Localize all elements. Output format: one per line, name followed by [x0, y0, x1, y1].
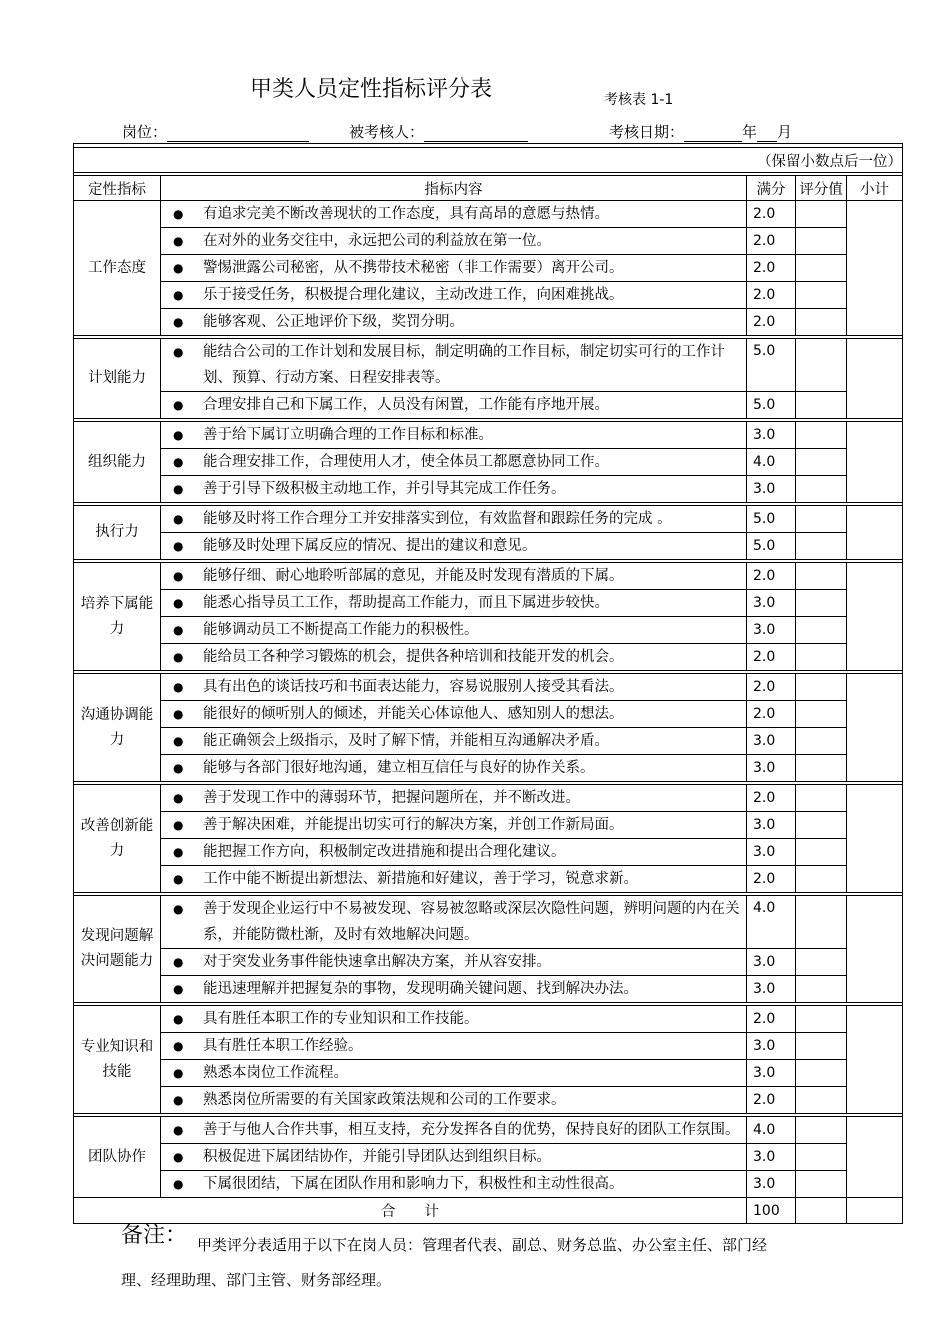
item-text: 熟悉本岗位工作流程。 [203, 1065, 348, 1081]
score-value-cell[interactable] [796, 563, 847, 590]
bullet-icon: ● [173, 902, 184, 916]
full-score-cell: 2.0 [747, 309, 796, 336]
table-row [74, 533, 903, 560]
table-row [74, 674, 903, 701]
full-score-cell: 2.0 [747, 563, 796, 590]
score-value-cell[interactable] [796, 255, 847, 282]
full-score-cell: 2.0 [747, 785, 796, 812]
bullet-icon: ● [173, 791, 184, 805]
item-text: 下属很团结，下属在团队作用和影响力下，积极性和主动性很高。 [203, 1176, 624, 1192]
full-score-cell: 3.0 [747, 812, 796, 839]
item-text: 能悉心指导员工工作，帮助提高工作能力，而且下属进步较快。 [203, 595, 609, 611]
table-row [74, 476, 903, 503]
bullet-icon: ● [173, 345, 184, 359]
item-cell [161, 949, 747, 976]
bullet-icon: ● [173, 315, 184, 329]
item-cell [161, 422, 747, 449]
bullet-icon: ● [173, 872, 184, 886]
category-cell: 计划能力 [74, 339, 161, 419]
item-cell [161, 563, 747, 590]
item-text: 善于引导下级积极主动地工作，并引导其完成工作任务。 [203, 481, 566, 497]
total-row [74, 1198, 903, 1224]
score-value-cell[interactable] [796, 1033, 847, 1060]
item-cell [161, 1006, 747, 1033]
item-text: 善于给下属订立明确合理的工作目标和标准。 [203, 427, 493, 443]
bullet-icon: ● [173, 1012, 184, 1026]
item-text: 能够及时处理下属反应的情况、提出的建议和意见。 [203, 538, 537, 554]
score-value-cell[interactable] [796, 506, 847, 533]
item-cell [161, 228, 747, 255]
score-value-cell[interactable] [796, 812, 847, 839]
full-score-cell: 5.0 [747, 339, 796, 392]
score-value-cell[interactable] [796, 839, 847, 866]
table-row [74, 506, 903, 533]
table-row [74, 617, 903, 644]
month-input-line[interactable] [757, 125, 777, 142]
full-score-cell: 3.0 [747, 590, 796, 617]
score-value-cell[interactable] [796, 1060, 847, 1087]
month-label: 月 [777, 123, 793, 141]
item-cell [161, 1117, 747, 1144]
bullet-icon: ● [173, 569, 184, 583]
table-row [74, 755, 903, 782]
table-row [74, 1144, 903, 1171]
bullet-icon: ● [173, 761, 184, 775]
table-row [74, 1006, 903, 1033]
subtotal-cell[interactable] [847, 674, 903, 782]
table-row [74, 644, 903, 671]
position-label: 岗位： [122, 123, 168, 141]
full-score-cell: 2.0 [747, 1006, 796, 1033]
item-text: 善于发现工作中的薄弱环节，把握问题所在，并不断改进。 [203, 790, 580, 806]
item-cell [161, 839, 747, 866]
table-row [74, 812, 903, 839]
item-cell [161, 1171, 747, 1198]
bullet-icon: ● [173, 1039, 184, 1053]
full-score-cell: 3.0 [747, 422, 796, 449]
table-row [74, 449, 903, 476]
item-text: 能够及时将工作合理分工并安排落实到位，有效监督和跟踪任务的完成 。 [203, 511, 672, 527]
assessee-label: 被考核人： [349, 123, 425, 141]
subtotal-cell[interactable] [847, 339, 903, 419]
score-value-cell[interactable] [796, 701, 847, 728]
item-cell [161, 282, 747, 309]
bullet-icon: ● [173, 845, 184, 859]
score-value-cell[interactable] [796, 644, 847, 671]
remark-text-line2: 理、经理助理、部门主管、财务部经理。 [121, 1271, 392, 1289]
item-text: 具有出色的谈话技巧和书面表达能力，容易说服别人接受其看法。 [203, 679, 624, 695]
table-row [74, 701, 903, 728]
item-cell [161, 255, 747, 282]
item-text: 具有胜任本职工作的专业知识和工作技能。 [203, 1011, 479, 1027]
item-text: 能够调动员工不断提高工作能力的积极性。 [203, 622, 479, 638]
score-value-cell[interactable] [796, 617, 847, 644]
bullet-icon: ● [173, 734, 184, 748]
subtotal-cell[interactable] [847, 1117, 903, 1198]
full-score-cell: 3.0 [747, 755, 796, 782]
score-value-cell[interactable] [796, 533, 847, 560]
item-cell [161, 533, 747, 560]
header-row [74, 176, 903, 201]
bullet-icon: ● [173, 1177, 184, 1191]
score-value-cell[interactable] [796, 755, 847, 782]
item-text: 能结合公司的工作计划和发展目标，制定明确的工作目标，制定切实可行的工作计划、预算、行动方案、日程安排表等。 [203, 344, 725, 386]
score-value-cell[interactable] [796, 228, 847, 255]
table-row [74, 1087, 903, 1114]
item-text: 能给员工各种学习锻炼的机会，提供各种培训和技能开发的机会。 [203, 649, 624, 665]
score-value-cell[interactable] [796, 785, 847, 812]
item-text: 能够与各部门很好地沟通，建立相互信任与良好的协作关系。 [203, 760, 595, 776]
subtotal-cell[interactable] [847, 506, 903, 560]
full-score-cell: 4.0 [747, 1117, 796, 1144]
item-cell [161, 506, 747, 533]
bullet-icon: ● [173, 818, 184, 832]
item-text: 善于与他人合作共事，相互支持，充分发挥各自的优势，保持良好的团队工作氛围。 [203, 1122, 740, 1138]
score-value-cell[interactable] [796, 449, 847, 476]
score-value-cell[interactable] [796, 1006, 847, 1033]
table-row [74, 201, 903, 228]
full-score-cell: 3.0 [747, 949, 796, 976]
bullet-icon: ● [173, 1093, 184, 1107]
full-score-cell: 2.0 [747, 674, 796, 701]
page-title: 甲类人员定性指标评分表 [250, 77, 493, 102]
bullet-icon: ● [173, 234, 184, 248]
precision-note: （保留小数点后一位） [74, 148, 903, 173]
bullet-icon: ● [173, 539, 184, 553]
item-text: 能够客观、公正地评价下级，奖罚分明。 [203, 314, 464, 330]
header-category: 定性指标 [74, 176, 161, 201]
item-cell [161, 590, 747, 617]
category-cell: 沟通协调能力 [74, 674, 161, 782]
bullet-icon: ● [173, 1066, 184, 1080]
item-cell [161, 644, 747, 671]
year-input-line[interactable] [684, 125, 742, 142]
table-row [74, 976, 903, 1003]
item-cell [161, 476, 747, 503]
score-value-cell[interactable] [796, 866, 847, 893]
total-score-value[interactable] [796, 1198, 847, 1224]
total-subtotal[interactable] [847, 1198, 903, 1224]
item-text: 警惕泄露公司秘密，从不携带技术秘密（非工作需要）离开公司。 [203, 260, 624, 276]
item-cell [161, 1060, 747, 1087]
bullet-icon: ● [173, 1150, 184, 1164]
position-input-line[interactable] [167, 125, 309, 142]
bullet-icon: ● [173, 512, 184, 526]
bullet-icon: ● [173, 482, 184, 496]
item-text: 能够仔细、耐心地聆听部属的意见，并能及时发现有潜质的下属。 [203, 568, 624, 584]
bullet-icon: ● [173, 428, 184, 442]
full-score-cell: 3.0 [747, 476, 796, 503]
item-cell [161, 755, 747, 782]
score-value-cell[interactable] [796, 1087, 847, 1114]
bullet-icon: ● [173, 1123, 184, 1137]
category-cell: 培养下属能力 [74, 563, 161, 671]
item-cell [161, 392, 747, 419]
date-label: 考核日期： [609, 123, 685, 141]
full-score-cell: 3.0 [747, 1171, 796, 1198]
bullet-icon: ● [173, 288, 184, 302]
item-text: 能迅速理解并把握复杂的事物，发现明确关键问题、找到解决办法。 [203, 981, 638, 997]
score-value-cell[interactable] [796, 590, 847, 617]
item-cell [161, 201, 747, 228]
table-row [74, 228, 903, 255]
header-score-value: 评分值 [796, 176, 847, 201]
item-text: 能很好的倾听别人的倾述，并能关心体谅他人、感知别人的想法。 [203, 706, 624, 722]
bullet-icon: ● [173, 982, 184, 996]
full-score-cell: 3.0 [747, 1060, 796, 1087]
remark-text-line1: 甲类评分表适用于以下在岗人员：管理者代表、副总、财务总监、办公室主任、部门经 [197, 1236, 768, 1254]
date-field [609, 121, 792, 142]
score-value-cell[interactable] [796, 674, 847, 701]
subtotal-cell[interactable] [847, 785, 903, 893]
item-cell [161, 812, 747, 839]
full-score-cell: 3.0 [747, 1144, 796, 1171]
table-row [74, 392, 903, 419]
bullet-icon: ● [173, 707, 184, 721]
item-text: 善于发现企业运行中不易被发现、容易被忽略或深层次隐性问题，辨明问题的内在关系，并能防微杜渐，及时有效地解决问题。 [203, 901, 740, 943]
bullet-icon: ● [173, 207, 184, 221]
form-number: 考核表 1-1 [604, 92, 674, 108]
full-score-cell: 2.0 [747, 282, 796, 309]
score-value-cell[interactable] [796, 476, 847, 503]
table-row [74, 949, 903, 976]
full-score-cell: 2.0 [747, 701, 796, 728]
bullet-icon: ● [173, 623, 184, 637]
score-value-cell[interactable] [796, 282, 847, 309]
header-subtotal: 小计 [847, 176, 903, 201]
table-row [74, 1060, 903, 1087]
item-text: 积极促进下属团结协作，并能引导团队达到组织目标。 [203, 1149, 551, 1165]
table-row [74, 422, 903, 449]
header-full-score: 满分 [747, 176, 796, 201]
full-score-cell: 5.0 [747, 392, 796, 419]
item-cell [161, 1033, 747, 1060]
score-value-cell[interactable] [796, 392, 847, 419]
full-score-cell: 3.0 [747, 617, 796, 644]
evaluation-table [73, 143, 903, 1224]
item-text: 合理安排自己和下属工作，人员没有闲置，工作能有序地开展。 [203, 397, 609, 413]
table-row [74, 1033, 903, 1060]
item-text: 工作中能不断提出新想法、新措施和好建议，善于学习，锐意求新。 [203, 871, 638, 887]
full-score-cell: 5.0 [747, 533, 796, 560]
note-row [74, 148, 903, 173]
table-row [74, 839, 903, 866]
score-value-cell[interactable] [796, 949, 847, 976]
item-cell [161, 866, 747, 893]
score-value-cell[interactable] [796, 339, 847, 392]
table-row [74, 1171, 903, 1198]
item-text: 善于解决困难，并能提出切实可行的解决方案，并创工作新局面。 [203, 817, 624, 833]
item-text: 能正确领会上级指示，及时了解下情，并能相互沟通解决矛盾。 [203, 733, 609, 749]
table-row [74, 785, 903, 812]
item-cell [161, 701, 747, 728]
full-score-cell: 2.0 [747, 866, 796, 893]
category-cell: 工作态度 [74, 201, 161, 336]
bullet-icon: ● [173, 261, 184, 275]
full-score-cell: 2.0 [747, 644, 796, 671]
bullet-icon: ● [173, 955, 184, 969]
table-row [74, 255, 903, 282]
score-value-cell[interactable] [796, 309, 847, 336]
item-cell [161, 339, 747, 392]
full-score-cell: 5.0 [747, 506, 796, 533]
category-cell: 改善创新能力 [74, 785, 161, 893]
item-text: 熟悉岗位所需要的有关国家政策法规和公司的工作要求。 [203, 1092, 566, 1108]
bullet-icon: ● [173, 596, 184, 610]
position-field [122, 121, 309, 142]
item-cell [161, 1144, 747, 1171]
full-score-cell: 3.0 [747, 1033, 796, 1060]
item-text: 能合理安排工作，合理使用人才，使全体员工都愿意协同工作。 [203, 454, 609, 470]
total-score: 100 [747, 1198, 796, 1224]
full-score-cell: 3.0 [747, 976, 796, 1003]
table-row [74, 282, 903, 309]
score-value-cell[interactable] [796, 728, 847, 755]
bullet-icon: ● [173, 455, 184, 469]
category-cell: 发现问题解决问题能力 [74, 896, 161, 1003]
assessee-field [349, 121, 528, 142]
subtotal-cell[interactable] [847, 422, 903, 503]
subtotal-cell[interactable] [847, 201, 903, 336]
item-text: 有追求完美不断改善现状的工作态度，具有高昂的意愿与热情。 [203, 206, 609, 222]
table-row [74, 309, 903, 336]
item-text: 能把握工作方向，积极制定改进措施和提出合理化建议。 [203, 844, 566, 860]
table-row [74, 896, 903, 949]
subtotal-cell[interactable] [847, 1006, 903, 1114]
score-value-cell[interactable] [796, 1117, 847, 1144]
header-content: 指标内容 [161, 176, 747, 201]
item-cell [161, 674, 747, 701]
table-row [74, 590, 903, 617]
item-text: 对于突发业务事件能快速拿出解决方案，并从容安排。 [203, 954, 551, 970]
category-cell: 组织能力 [74, 422, 161, 503]
full-score-cell: 3.0 [747, 728, 796, 755]
full-score-cell: 3.0 [747, 839, 796, 866]
table-row [74, 339, 903, 392]
score-value-cell[interactable] [796, 896, 847, 949]
item-text: 在对外的业务交往中，永远把公司的利益放在第一位。 [203, 233, 551, 249]
subtotal-cell[interactable] [847, 896, 903, 1003]
assessee-input-line[interactable] [424, 125, 528, 142]
total-label: 合 计 [74, 1198, 747, 1224]
item-cell [161, 785, 747, 812]
score-value-cell[interactable] [796, 201, 847, 228]
bullet-icon: ● [173, 680, 184, 694]
item-cell [161, 309, 747, 336]
score-value-cell[interactable] [796, 976, 847, 1003]
item-cell [161, 449, 747, 476]
category-cell: 团队协作 [74, 1117, 161, 1198]
item-text: 乐于接受任务，积极提合理化建议，主动改进工作，向困难挑战。 [203, 287, 624, 303]
item-cell [161, 728, 747, 755]
item-cell [161, 617, 747, 644]
score-value-cell[interactable] [796, 1171, 847, 1198]
full-score-cell: 2.0 [747, 255, 796, 282]
bullet-icon: ● [173, 398, 184, 412]
full-score-cell: 4.0 [747, 449, 796, 476]
item-cell [161, 976, 747, 1003]
full-score-cell: 2.0 [747, 1087, 796, 1114]
score-value-cell[interactable] [796, 422, 847, 449]
full-score-cell: 2.0 [747, 201, 796, 228]
full-score-cell: 4.0 [747, 896, 796, 949]
item-text: 具有胜任本职工作经验。 [203, 1038, 363, 1054]
table-row [74, 563, 903, 590]
table-row [74, 866, 903, 893]
full-score-cell: 2.0 [747, 228, 796, 255]
table-row [74, 728, 903, 755]
table-row [74, 1117, 903, 1144]
category-cell: 执行力 [74, 506, 161, 560]
category-cell: 专业知识和技能 [74, 1006, 161, 1114]
year-label: 年 [742, 123, 758, 141]
remark-label: 备注： [121, 1223, 188, 1248]
score-value-cell[interactable] [796, 1144, 847, 1171]
item-cell [161, 896, 747, 949]
bullet-icon: ● [173, 650, 184, 664]
subtotal-cell[interactable] [847, 563, 903, 671]
item-cell [161, 1087, 747, 1114]
